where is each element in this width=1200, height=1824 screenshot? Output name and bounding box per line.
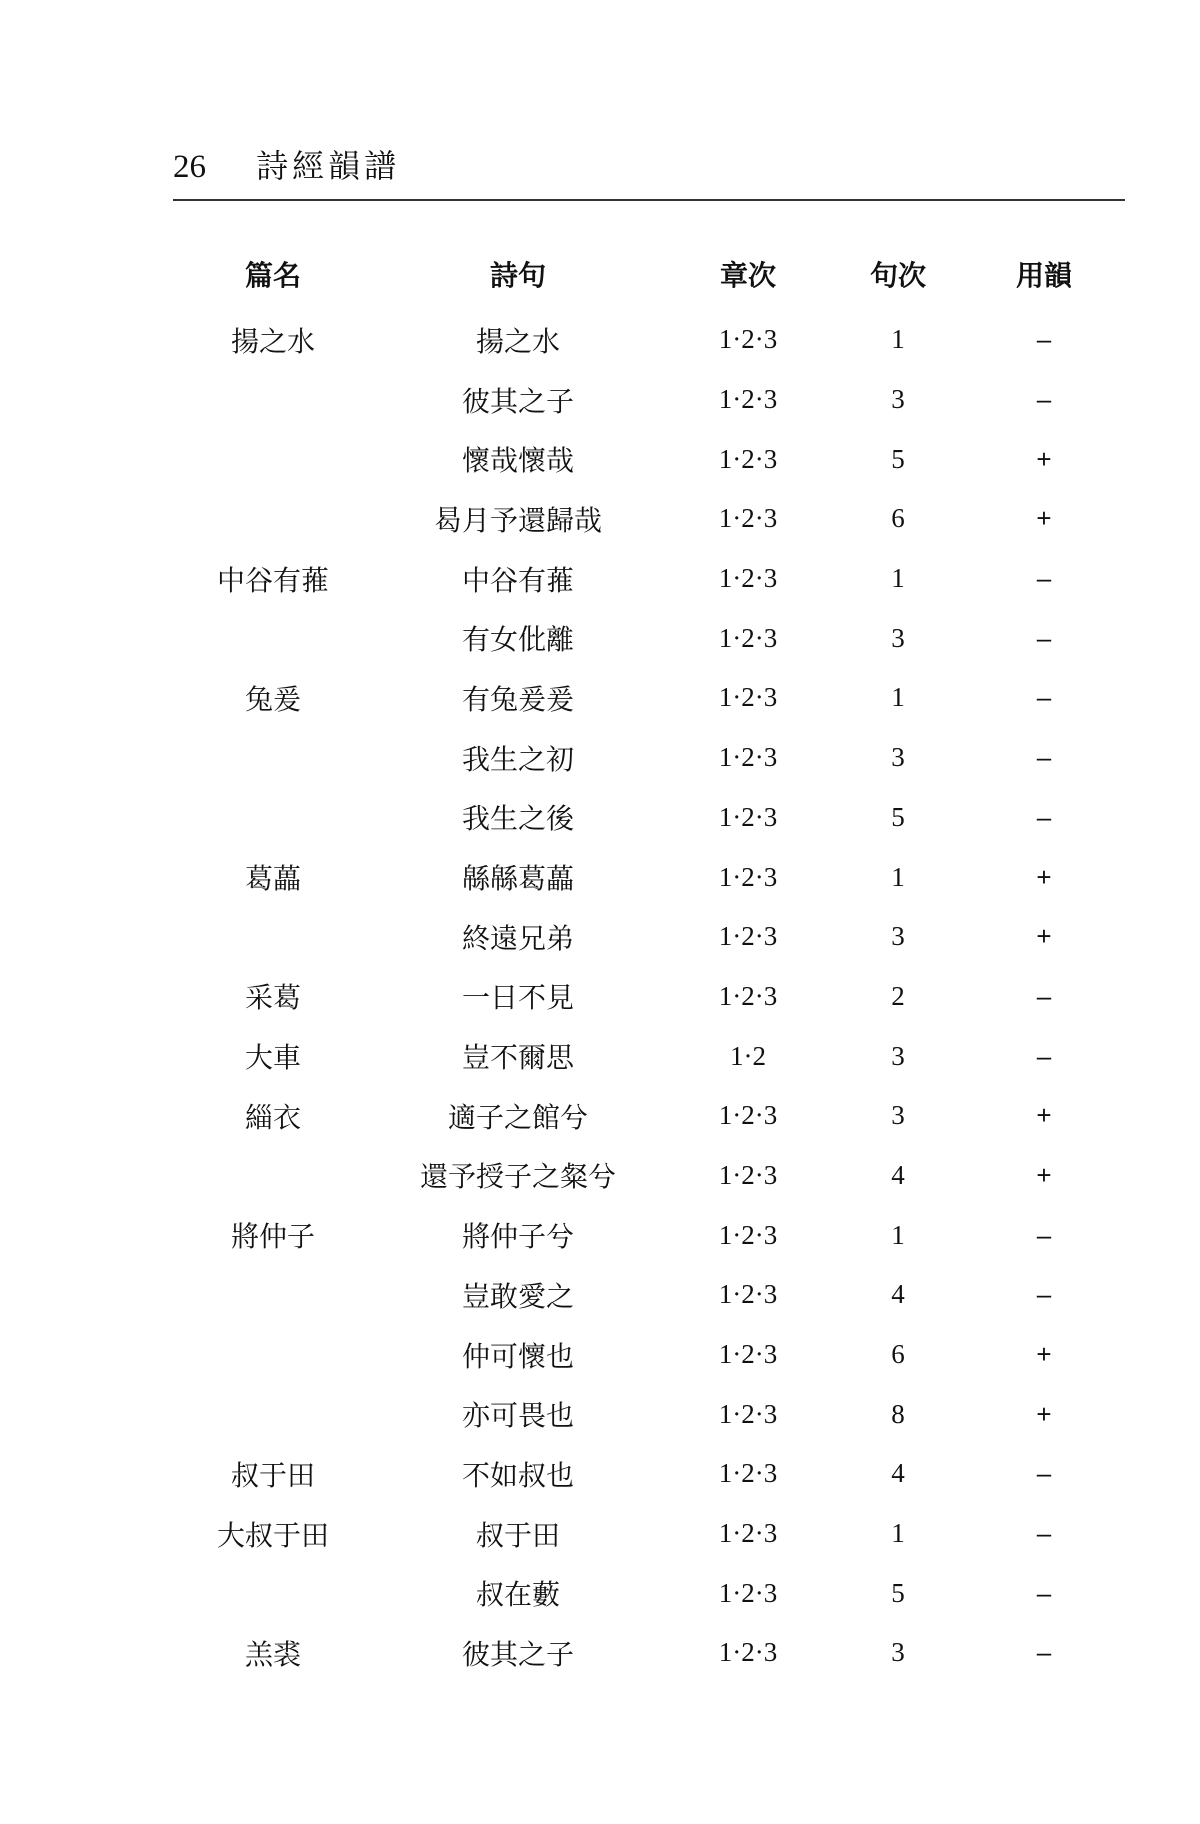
cell-poem-title: 羔裘 (244, 1637, 301, 1671)
cell-verse-line: 豈敢愛之 (461, 1279, 574, 1313)
table-row (173, 1086, 1125, 1146)
cell-stanza: 1·2·3 (718, 503, 778, 534)
table-row (173, 668, 1125, 728)
cell-line-number: 3 (891, 1040, 905, 1071)
cell-rhyme-use: – (1036, 1637, 1052, 1668)
cell-verse-line: 適子之館兮 (447, 1100, 588, 1134)
cell-stanza: 1·2·3 (718, 682, 778, 713)
cell-rhyme-use: – (1036, 1458, 1052, 1489)
cell-stanza: 1·2·3 (718, 1398, 778, 1429)
cell-rhyme-use: + (1036, 1159, 1052, 1190)
cell-stanza: 1·2·3 (718, 1219, 778, 1250)
cell-stanza: 1·2 (730, 1040, 766, 1071)
cell-line-number: 4 (891, 1159, 905, 1190)
cell-rhyme-use: – (1036, 980, 1052, 1011)
cell-verse-line: 中谷有蓷 (461, 563, 574, 597)
cell-stanza: 1·2·3 (718, 1518, 778, 1549)
table-row (173, 1444, 1125, 1504)
column-header-line-number: 句次 (869, 259, 926, 292)
table-row (173, 1504, 1125, 1564)
cell-line-number: 1 (891, 861, 905, 892)
cell-line-number: 1 (891, 1219, 905, 1250)
cell-poem-title: 采葛 (244, 981, 301, 1015)
column-header-poem-title: 篇名 (244, 259, 301, 292)
table-row (173, 608, 1125, 668)
cell-verse-line: 豈不爾思 (461, 1041, 574, 1075)
cell-line-number: 3 (891, 921, 905, 952)
cell-line-number: 5 (891, 1577, 905, 1608)
cell-verse-line: 彼其之子 (461, 384, 574, 418)
cell-stanza: 1·2·3 (718, 324, 778, 355)
table-row (173, 310, 1125, 370)
cell-line-number: 1 (891, 682, 905, 713)
cell-stanza: 1·2·3 (718, 1100, 778, 1131)
cell-poem-title: 緇衣 (244, 1100, 301, 1134)
cell-poem-title: 大叔于田 (216, 1518, 329, 1552)
table-row (173, 788, 1125, 848)
cell-rhyme-use: – (1036, 1518, 1052, 1549)
cell-stanza: 1·2·3 (718, 443, 778, 474)
header-rule (173, 199, 1125, 201)
table-row (173, 549, 1125, 609)
cell-stanza: 1·2·3 (718, 1577, 778, 1608)
cell-rhyme-use: – (1036, 324, 1052, 355)
cell-rhyme-use: – (1036, 1279, 1052, 1310)
cell-verse-line: 一日不見 (461, 981, 574, 1015)
cell-verse-line: 彼其之子 (461, 1637, 574, 1671)
cell-rhyme-use: + (1036, 861, 1052, 892)
cell-stanza: 1·2·3 (718, 1279, 778, 1310)
cell-line-number: 4 (891, 1458, 905, 1489)
cell-line-number: 3 (891, 1637, 905, 1668)
cell-stanza: 1·2·3 (718, 563, 778, 594)
cell-line-number: 1 (891, 1518, 905, 1549)
cell-line-number: 6 (891, 1339, 905, 1370)
cell-rhyme-use: + (1036, 1339, 1052, 1370)
table-row (173, 907, 1125, 967)
cell-line-number: 4 (891, 1279, 905, 1310)
column-header-stanza: 章次 (719, 259, 776, 292)
cell-stanza: 1·2·3 (718, 921, 778, 952)
cell-stanza: 1·2·3 (718, 742, 778, 773)
cell-stanza: 1·2·3 (718, 1637, 778, 1668)
cell-stanza: 1·2·3 (718, 861, 778, 892)
cell-stanza: 1·2·3 (718, 801, 778, 832)
table-row (173, 1026, 1125, 1086)
cell-poem-title: 葛藟 (244, 862, 301, 896)
page-header (173, 142, 400, 191)
cell-verse-line: 還予授子之粲兮 (419, 1160, 616, 1194)
cell-stanza: 1·2·3 (718, 622, 778, 653)
table-row (173, 1325, 1125, 1385)
table-row (173, 370, 1125, 430)
cell-line-number: 5 (891, 801, 905, 832)
cell-verse-line: 叔在藪 (475, 1578, 560, 1612)
cell-verse-line: 終遠兄弟 (461, 921, 574, 955)
cell-rhyme-use: – (1036, 1040, 1052, 1071)
cell-poem-title: 叔于田 (230, 1458, 315, 1492)
cell-verse-line: 我生之初 (461, 742, 574, 776)
cell-line-number: 1 (891, 324, 905, 355)
cell-line-number: 5 (891, 443, 905, 474)
cell-rhyme-use: – (1036, 384, 1052, 415)
cell-verse-line: 懷哉懷哉 (461, 444, 574, 478)
rhyme-table (173, 246, 1125, 1683)
cell-line-number: 3 (891, 742, 905, 773)
cell-poem-title: 揚之水 (230, 324, 315, 358)
cell-line-number: 3 (891, 622, 905, 653)
cell-line-number: 3 (891, 1100, 905, 1131)
cell-poem-title: 將仲子 (230, 1220, 315, 1254)
cell-verse-line: 有女仳離 (461, 623, 574, 657)
cell-verse-line: 仲可懷也 (461, 1339, 574, 1373)
table-row (173, 1205, 1125, 1265)
cell-stanza: 1·2·3 (718, 1458, 778, 1489)
cell-verse-line: 緜緜葛藟 (461, 862, 574, 896)
table-body (173, 310, 1125, 1683)
table-header-row (173, 246, 1125, 302)
cell-rhyme-use: + (1036, 503, 1052, 534)
cell-rhyme-use: + (1036, 1100, 1052, 1131)
table-row (173, 1563, 1125, 1623)
cell-stanza: 1·2·3 (718, 384, 778, 415)
cell-line-number: 6 (891, 503, 905, 534)
table-row (173, 489, 1125, 549)
cell-poem-title: 中谷有蓷 (216, 563, 329, 597)
cell-verse-line: 亦可畏也 (461, 1399, 574, 1433)
page-number: 26 (173, 149, 206, 185)
table-row (173, 429, 1125, 489)
cell-verse-line: 不如叔也 (461, 1458, 574, 1492)
cell-line-number: 3 (891, 384, 905, 415)
table-row (173, 967, 1125, 1027)
cell-stanza: 1·2·3 (718, 1339, 778, 1370)
cell-rhyme-use: – (1036, 622, 1052, 653)
column-header-rhyme-use: 用韻 (1015, 259, 1072, 292)
cell-rhyme-use: – (1036, 1577, 1052, 1608)
cell-verse-line: 將仲子兮 (461, 1220, 574, 1254)
book-title: 詩經韻譜 (256, 147, 401, 185)
column-header-verse-line: 詩句 (489, 259, 546, 292)
cell-rhyme-use: – (1036, 1219, 1052, 1250)
cell-verse-line: 叔于田 (475, 1518, 560, 1552)
cell-rhyme-use: – (1036, 682, 1052, 713)
table-row (173, 1146, 1125, 1206)
cell-poem-title: 大車 (244, 1041, 301, 1075)
table-row (173, 1623, 1125, 1683)
table-row (173, 728, 1125, 788)
cell-line-number: 1 (891, 563, 905, 594)
cell-verse-line: 我生之後 (461, 802, 574, 836)
cell-line-number: 2 (891, 980, 905, 1011)
table-row (173, 1265, 1125, 1325)
cell-rhyme-use: – (1036, 742, 1052, 773)
cell-poem-title: 兔爰 (244, 682, 301, 716)
cell-rhyme-use: + (1036, 1398, 1052, 1429)
cell-verse-line: 揚之水 (475, 324, 560, 358)
cell-stanza: 1·2·3 (718, 1159, 778, 1190)
cell-verse-line: 曷月予還歸哉 (433, 503, 602, 537)
cell-rhyme-use: + (1036, 443, 1052, 474)
cell-line-number: 8 (891, 1398, 905, 1429)
cell-rhyme-use: – (1036, 801, 1052, 832)
cell-stanza: 1·2·3 (718, 980, 778, 1011)
cell-rhyme-use: + (1036, 921, 1052, 952)
table-row (173, 1384, 1125, 1444)
cell-verse-line: 有兔爰爰 (461, 682, 574, 716)
table-row (173, 847, 1125, 907)
cell-rhyme-use: – (1036, 563, 1052, 594)
